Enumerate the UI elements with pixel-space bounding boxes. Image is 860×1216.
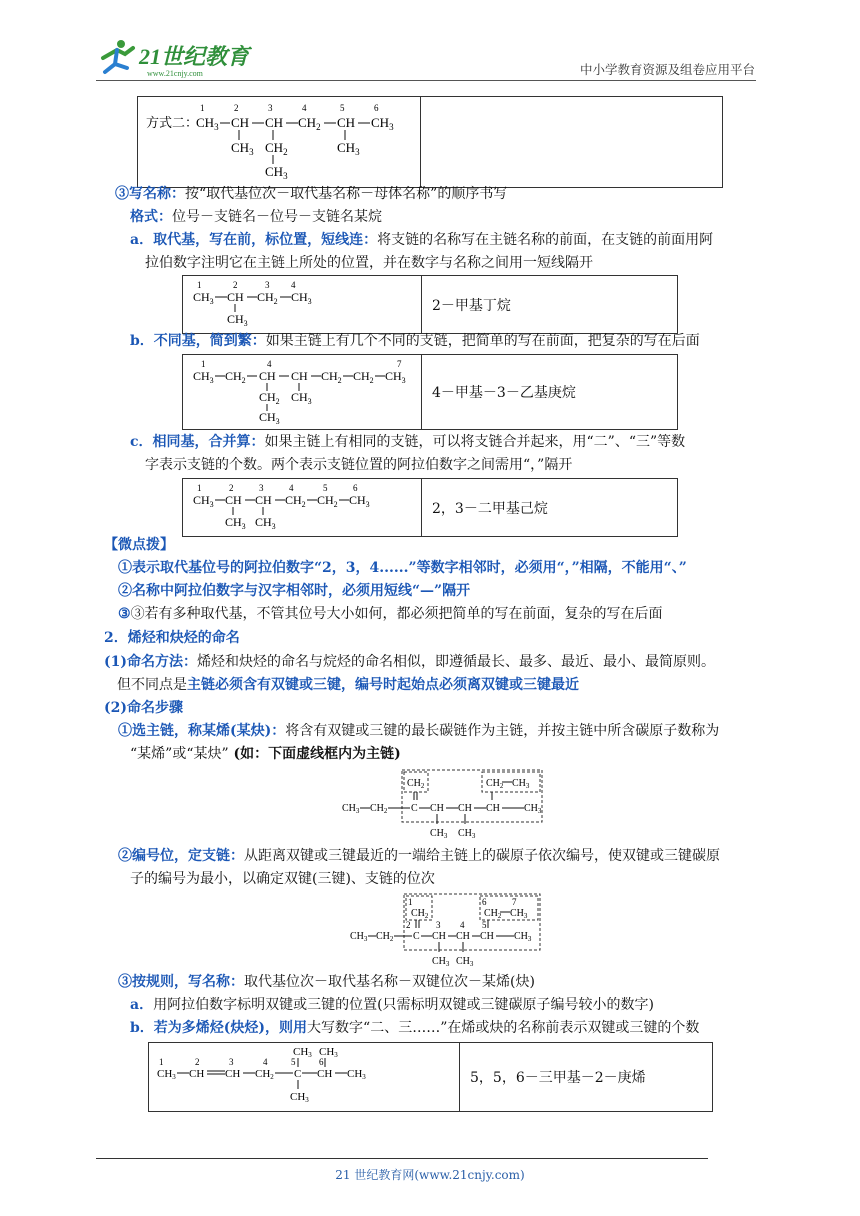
svg-text:1: 1 <box>197 483 202 493</box>
svg-text:CH2: $CH_2$ <box>376 931 394 943</box>
method-two-empty-cell <box>421 97 723 188</box>
step1-line2: “某烯”或“某炔” (如：下面虚线框内为主链) <box>130 746 401 762</box>
svg-text:CH2: $CH_2$ <box>407 778 425 790</box>
method-two-label: 方式二： <box>146 115 199 130</box>
svg-text:CH3: $CH_3$ <box>337 140 360 157</box>
example-b-table <box>182 354 678 430</box>
svg-text:CH: CH <box>430 803 444 814</box>
svg-text:1: 1 <box>197 280 202 290</box>
step3-a-line: a．用阿拉伯数字标明双键或三键的位置(只需标明双键或三键碳原子编号较小的数字) <box>130 997 654 1013</box>
svg-text:CH2: $CH_2$ <box>259 390 280 406</box>
svg-text:CH3: $CH_3$ <box>259 410 280 425</box>
svg-text:CH3: $CH_3$ <box>193 493 214 509</box>
svg-text:7: 7 <box>397 359 402 369</box>
rule-c-line2: 字表示支链的个数。两个表示支链位置的阿拉伯数字之间需用“，”隔开 <box>145 457 573 473</box>
footer-divider <box>96 1158 708 1159</box>
svg-text:CH3: $CH_3$ <box>265 164 288 181</box>
svg-text:4: 4 <box>302 103 307 113</box>
svg-text:CH3: $CH_3$ <box>227 312 248 328</box>
svg-text:CH3: CH3 <box>293 1046 312 1059</box>
svg-text:2: 2 <box>234 103 239 113</box>
svg-text:7: 7 <box>512 897 517 907</box>
main-chain-diagram-2 <box>348 892 558 970</box>
header-divider <box>96 80 756 81</box>
svg-text:CH3: $CH_3$ <box>231 140 254 157</box>
svg-text:CH3: $CH_3$ <box>458 828 476 840</box>
svg-text:2: 2 <box>233 280 238 290</box>
svg-text:CH: CH <box>480 931 494 942</box>
svg-text:4: 4 <box>289 483 294 493</box>
svg-text:CH: CH <box>227 290 244 304</box>
svg-text:4: 4 <box>263 1057 268 1067</box>
svg-text:CH2: $CH_2$ <box>370 803 388 815</box>
svg-text:CH3: $CH_3$ <box>510 908 528 920</box>
svg-text:5: 5 <box>482 920 487 930</box>
svg-text:CH: CH <box>265 115 284 130</box>
svg-text:CH2: $CH_2$ <box>298 115 321 132</box>
svg-text:6: 6 <box>353 483 358 493</box>
svg-text:CH3: CH3 <box>157 1068 176 1081</box>
svg-text:CH3: $CH_3$ <box>430 828 448 840</box>
svg-text:CH: CH <box>458 803 472 814</box>
svg-text:1: 1 <box>159 1057 164 1067</box>
svg-text:CH3: $CH_3$ <box>371 115 394 132</box>
step1-line1: ①选主链，称某烯(某炔)：将含有双键或三键的最长碳链作为主链，并按主链中所含碳原子数称为 <box>118 723 720 739</box>
svg-text:CH3: $CH_3$ <box>350 931 368 943</box>
method-two-table <box>137 96 723 188</box>
svg-text:CH3: $CH_3$ <box>432 956 450 968</box>
rule-b-line: b．不同基，简到繁：如果主链上有几个不同的支链，把简单的写在前面，把复杂的写在后面 <box>130 333 700 349</box>
method-para-line1: (1)命名方法：烯烃和炔烃的命名与烷烃的命名相似，即遵循最长、最多、最近、最小、最简原则。 <box>104 654 715 670</box>
svg-text:CH2: $CH_2$ <box>486 778 504 790</box>
svg-text:CH: CH <box>255 493 272 507</box>
svg-text:CH3: CH3 <box>319 1046 338 1059</box>
svg-text:5: 5 <box>291 1057 296 1067</box>
example-heptene-table <box>148 1042 713 1112</box>
svg-text:CH2: $CH_2$ <box>257 290 278 306</box>
svg-text:CH: CH <box>231 115 250 130</box>
svg-text:CH3: CH3 <box>347 1068 366 1081</box>
example-b-name: 4－甲基－3－乙基庚烷 <box>422 355 678 430</box>
svg-text:2: 2 <box>406 920 411 930</box>
format-line: 格式：位号－支链名－位号－支链名某烷 <box>130 209 382 225</box>
rule-a-line1: a．取代基，写在前，标位置，短线连：将支链的名称写在主链名称的前面，在支链的前面用阿 <box>130 232 714 248</box>
svg-text:CH3: $CH_3$ <box>512 778 530 790</box>
step3-write-name: ③写名称：按“取代基位次－取代基名称－母体名称”的顺序书写 <box>115 186 508 202</box>
svg-text:CH: CH <box>432 931 446 942</box>
svg-text:3: 3 <box>268 103 273 113</box>
svg-text:CH3: CH3 <box>290 1091 309 1104</box>
svg-text:CH3: $CH_3$ <box>196 115 219 132</box>
step2-line1: ②编号位，定支链：从距离双键或三键最近的一端给主链上的碳原子依次编号，使双键或三键碳原 <box>118 848 720 864</box>
section-2-title: 2．烯烃和炔烃的命名 <box>104 630 240 646</box>
svg-text:CH: CH <box>259 369 276 383</box>
svg-text:CH2: $CH_2$ <box>353 369 374 385</box>
svg-text:CH3: $CH_3$ <box>225 515 246 531</box>
svg-text:CH3: $CH_3$ <box>193 290 214 306</box>
svg-text:2: 2 <box>229 483 234 493</box>
step2-line2: 子的编号为最小，以确定双键(三键)、支链的位次 <box>130 871 435 887</box>
example-a-name: 2－甲基丁烷 <box>422 276 678 334</box>
tip-3: ③③若有多种取代基，不管其位号大小如何，都必须把简单的写在前面，复杂的写在后面 <box>118 606 663 622</box>
method-para-line2: 但不同点是主链必须含有双键或三键，编号时起始点必须离双键或三键最近 <box>117 677 579 693</box>
svg-text:CH3: $CH_3$ <box>291 290 312 306</box>
step3-line: ③按规则，写名称：取代基位次－取代基名称－双键位次－某烯(炔) <box>118 974 535 990</box>
tip-1: ①表示取代基位号的阿拉伯数字“2，3，4......”等数字相邻时，必须用“，”相隔，不能用“、” <box>118 560 687 576</box>
svg-text:C: C <box>411 803 418 814</box>
svg-text:3: 3 <box>265 280 270 290</box>
svg-text:2: 2 <box>195 1057 200 1067</box>
steps-title: (2)命名步骤 <box>104 700 183 716</box>
svg-text:4: 4 <box>267 359 272 369</box>
logo-title: 21世纪教育 <box>139 44 250 69</box>
svg-text:6: 6 <box>319 1057 324 1067</box>
svg-text:CH3: $CH_3$ <box>524 803 542 815</box>
svg-text:CH: CH <box>291 369 308 383</box>
svg-text:1: 1 <box>200 103 205 113</box>
svg-text:6: 6 <box>482 897 487 907</box>
rule-a-line2: 拉伯数字注明它在主链上所处的位置，并在数字与名称之间用一短线隔开 <box>145 255 593 271</box>
svg-text:CH: CH <box>189 1068 205 1080</box>
svg-text:CH2: $CH_2$ <box>321 369 342 385</box>
method-two-formula-cell <box>138 97 421 188</box>
svg-text:CH: CH <box>337 115 356 130</box>
example-a-table <box>182 275 678 334</box>
footer-site-link[interactable]: 21 世纪教育网(www.21cnjy.com) <box>335 1168 525 1182</box>
svg-text:CH3: $CH_3$ <box>456 956 474 968</box>
svg-text:CH2: $CH_2$ <box>265 140 288 157</box>
svg-text:1: 1 <box>201 359 206 369</box>
runner-logo-icon <box>103 40 133 72</box>
svg-text:CH3: $CH_3$ <box>193 369 214 385</box>
svg-text:CH2: $CH_2$ <box>285 493 306 509</box>
svg-text:CH: CH <box>225 1068 241 1080</box>
step3-b-line: b．若为多烯烃(炔烃)，则用大写数字“二、三……”在烯或炔的名称前表示双键或三键的个数 <box>130 1020 700 1036</box>
svg-text:C: C <box>294 1068 302 1080</box>
svg-text:3: 3 <box>436 920 441 930</box>
svg-text:6: 6 <box>374 103 379 113</box>
svg-text:CH3: $CH_3$ <box>385 369 406 385</box>
main-chain-diagram-1 <box>340 768 550 842</box>
svg-text:3: 3 <box>259 483 264 493</box>
svg-text:CH: CH <box>317 1068 333 1080</box>
site-logo <box>95 36 255 80</box>
svg-text:4: 4 <box>460 920 465 930</box>
tip-title: 【微点拨】 <box>104 537 174 553</box>
svg-text:5: 5 <box>323 483 328 493</box>
svg-text:3: 3 <box>229 1057 234 1067</box>
svg-text:CH: CH <box>456 931 470 942</box>
tip-2: ②名称中阿拉伯数字与汉字相邻时，必须用短线“—”隔开 <box>118 583 471 599</box>
svg-text:CH: CH <box>486 803 500 814</box>
svg-text:CH3: $CH_3$ <box>342 803 360 815</box>
svg-text:CH: CH <box>225 493 242 507</box>
svg-text:1: 1 <box>408 897 413 907</box>
svg-text:CH3: $CH_3$ <box>291 390 312 406</box>
svg-text:CH2: $CH_2$ <box>225 369 246 385</box>
header-platform-text: 中小学教育资源及组卷应用平台 <box>579 62 755 77</box>
svg-text:4: 4 <box>291 280 296 290</box>
svg-text:C: C <box>413 931 420 942</box>
svg-text:CH3: $CH_3$ <box>255 515 276 531</box>
svg-text:CH2: $CH_2$ <box>317 493 338 509</box>
logo-url: www.21cnjy.com <box>147 69 203 78</box>
svg-text:5: 5 <box>340 103 345 113</box>
svg-text:CH3: $CH_3$ <box>349 493 370 509</box>
svg-text:CH2: $CH_2$ <box>484 908 502 920</box>
example-heptene-name: 5，5，6－三甲基－2－庚烯 <box>460 1043 713 1112</box>
svg-text:CH3: $CH_3$ <box>514 931 532 943</box>
example-c-table <box>182 478 678 537</box>
rule-c-line1: c．相同基，合并算：如果主链上有相同的支链，可以将支链合并起来，用“二”、“三”等数 <box>130 434 686 450</box>
svg-text:CH2: CH2 <box>255 1068 274 1081</box>
svg-text:CH2: $CH_2$ <box>411 908 429 920</box>
example-c-name: 2，3－二甲基己烷 <box>422 479 678 537</box>
